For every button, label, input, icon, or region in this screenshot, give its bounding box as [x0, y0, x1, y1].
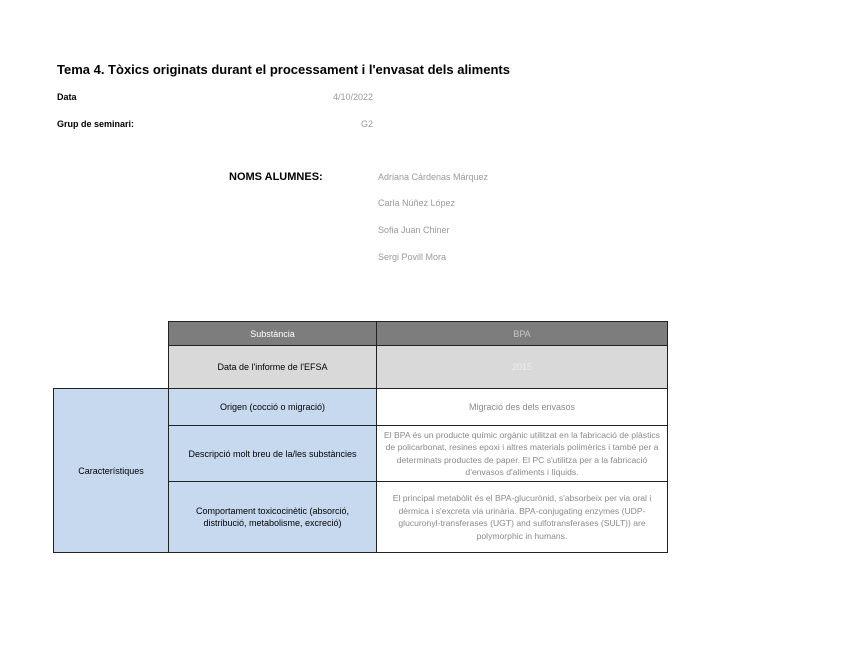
- row-label: Comportament toxicocinètic (absorció, distribució, metabolisme, excreció): [168, 481, 377, 553]
- report-date-value: 2015: [376, 345, 668, 389]
- row-value: El BPA és un producte químic orgànic utilitzat en la fabricació de plàstics de policarbonat, resines epoxi i altres materials polimèrics i també per a determinats productes de paper. El PC s'utilitza per a la fabricació d'envasos d'aliments i líquids.: [376, 425, 668, 482]
- row-label: Origen (cocció o migració): [168, 388, 377, 426]
- report-date-label: Data de l'informe de l'EFSA: [168, 345, 377, 389]
- document-title: Tema 4. Tòxics originats durant el processament i l'envasat dels aliments: [57, 62, 510, 77]
- row-label: Descripció molt breu de la/les substàncies: [168, 425, 377, 482]
- date-label: Data: [57, 92, 77, 102]
- date-value: 4/10/2022: [332, 92, 373, 102]
- student-name: Sofia Juan Chiner: [378, 225, 450, 235]
- row-value: El principal metabòlit és el BPA-glucurònid, s'absorbeix per via oral i dèrmica i s'excreta via urinària. BPA-conjugating enzymes (UDP-glucuronyl-transferases (UGT) and sulfotransferases (SULT)) are polymorphic in humans.: [376, 481, 668, 553]
- student-name: Sergi Povill Mora: [378, 252, 447, 262]
- group-value: G2: [360, 119, 373, 129]
- row-value: Migració des dels envasos: [376, 388, 668, 426]
- student-name: Adriana Cárdenas Márquez: [378, 172, 489, 182]
- students-label: NOMS ALUMNES:: [229, 171, 323, 183]
- substance-header-label: Substància: [168, 321, 377, 346]
- group-label: Grup de seminari:: [57, 119, 135, 129]
- student-name: Carla Núñez López: [378, 198, 456, 208]
- substance-header-value: BPA: [376, 321, 668, 346]
- characteristics-label: Característiques: [53, 388, 169, 553]
